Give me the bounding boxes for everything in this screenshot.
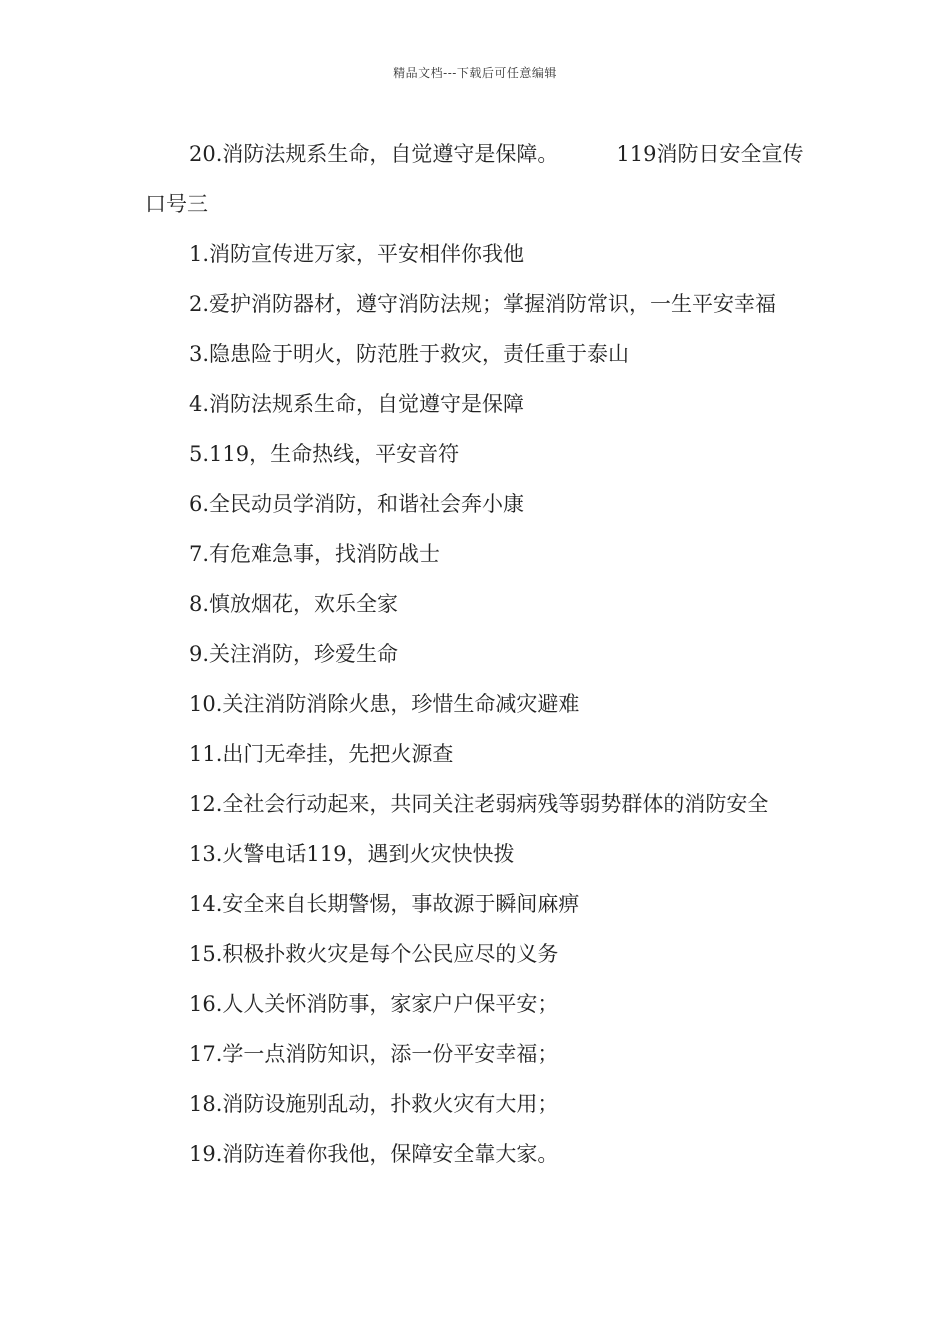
slogan-item-13: 13.火警电话119，遇到火灾快快拨: [189, 842, 515, 866]
slogan-item-9: 9.关注消防，珍爱生命: [189, 642, 399, 666]
document-body: [145, 129, 810, 1179]
slogan-item-2: 2.爱护消防器材，遵守消防法规；掌握消防常识，一生平安幸福: [189, 292, 777, 316]
slogan-item-14: 14.安全来自长期警惕，事故源于瞬间麻痹: [189, 892, 580, 916]
slogan-item-7: 7.有危难急事，找消防战士: [189, 542, 441, 566]
slogan-item-3: 3.隐患险于明火，防范胜于救灾，责任重于泰山: [189, 342, 630, 366]
section-heading: 119消防日安全宣传口号三: [145, 142, 804, 216]
slogan-item-5: 5.119，生命热线，平安音符: [189, 442, 460, 466]
page-header: 精品文档---下载后可任意编辑: [393, 66, 557, 80]
intro-slogan-20: 20.消防法规系生命，自觉遵守是保障。: [189, 142, 559, 166]
slogan-item-4: 4.消防法规系生命，自觉遵守是保障: [189, 392, 525, 416]
intro-paragraph: [145, 129, 810, 229]
slogan-item-1: 1.消防宣传进万家，平安相伴你我他: [189, 242, 525, 266]
slogan-item-6: 6.全民动员学消防，和谐社会奔小康: [189, 492, 525, 516]
slogan-item-12: 12.全社会行动起来，共同关注老弱病残等弱势群体的消防安全: [189, 792, 769, 816]
slogan-item-8: 8.慎放烟花，欢乐全家: [189, 592, 399, 616]
slogan-item-16: 16.人人关怀消防事，家家户户保平安；: [189, 992, 559, 1016]
slogan-item-10: 10.关注消防消除火患，珍惜生命减灾避难: [189, 692, 580, 716]
slogan-item-17: 17.学一点消防知识，添一份平安幸福；: [189, 1042, 559, 1066]
slogan-item-15: 15.积极扑救火灾是每个公民应尽的义务: [189, 942, 559, 966]
slogan-item-18: 18.消防设施别乱动，扑救火灾有大用；: [189, 1092, 559, 1116]
slogan-item-19: 19.消防连着你我他，保障安全靠大家。: [189, 1142, 559, 1166]
slogan-item-11: 11.出门无牵挂，先把火源查: [189, 742, 454, 766]
